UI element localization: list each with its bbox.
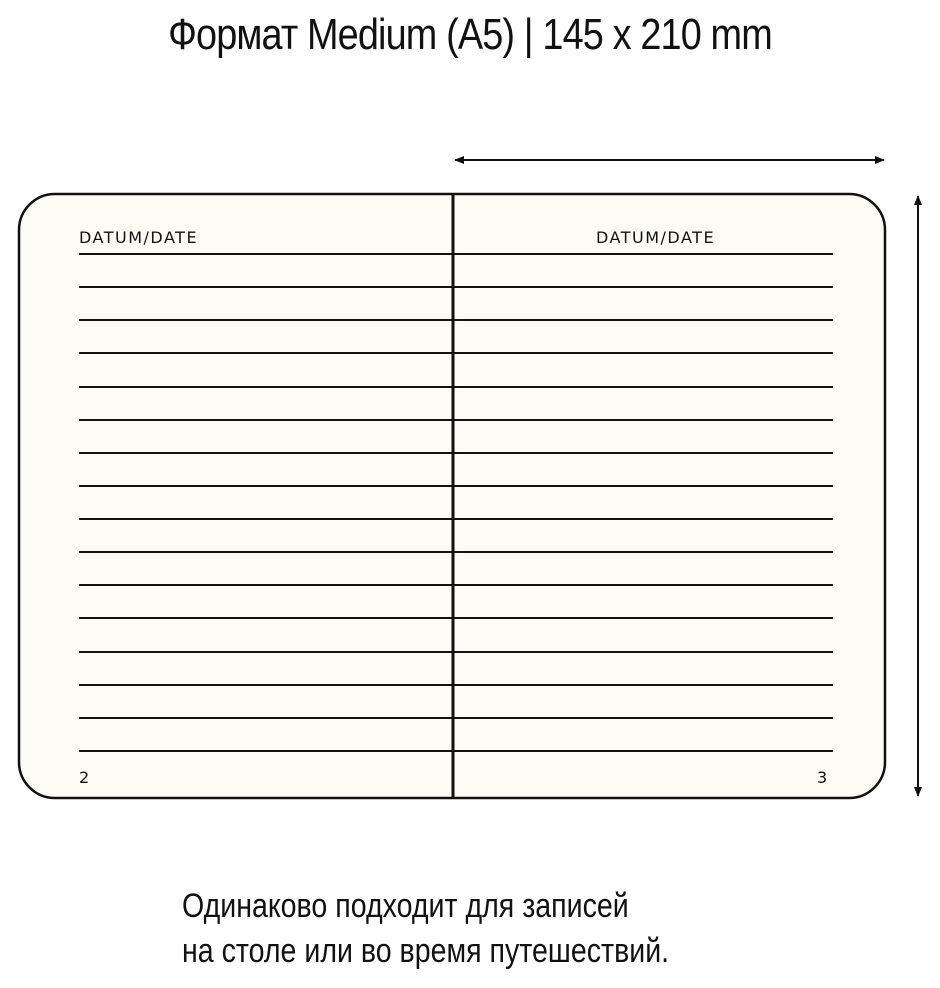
caption-line-1: Одинаково подходит для записей: [182, 887, 629, 925]
right-page-number: 3: [817, 768, 828, 787]
caption: [182, 884, 669, 974]
left-page-number: 2: [79, 768, 90, 787]
caption-line-2: на столе или во время путешествий.: [182, 932, 670, 970]
page-title: Формат Medium (A5) | 145 x 210 mm: [168, 10, 772, 59]
left-page-date-label: DATUM/DATE: [79, 228, 199, 247]
right-page-date-label: DATUM/DATE: [596, 228, 716, 247]
